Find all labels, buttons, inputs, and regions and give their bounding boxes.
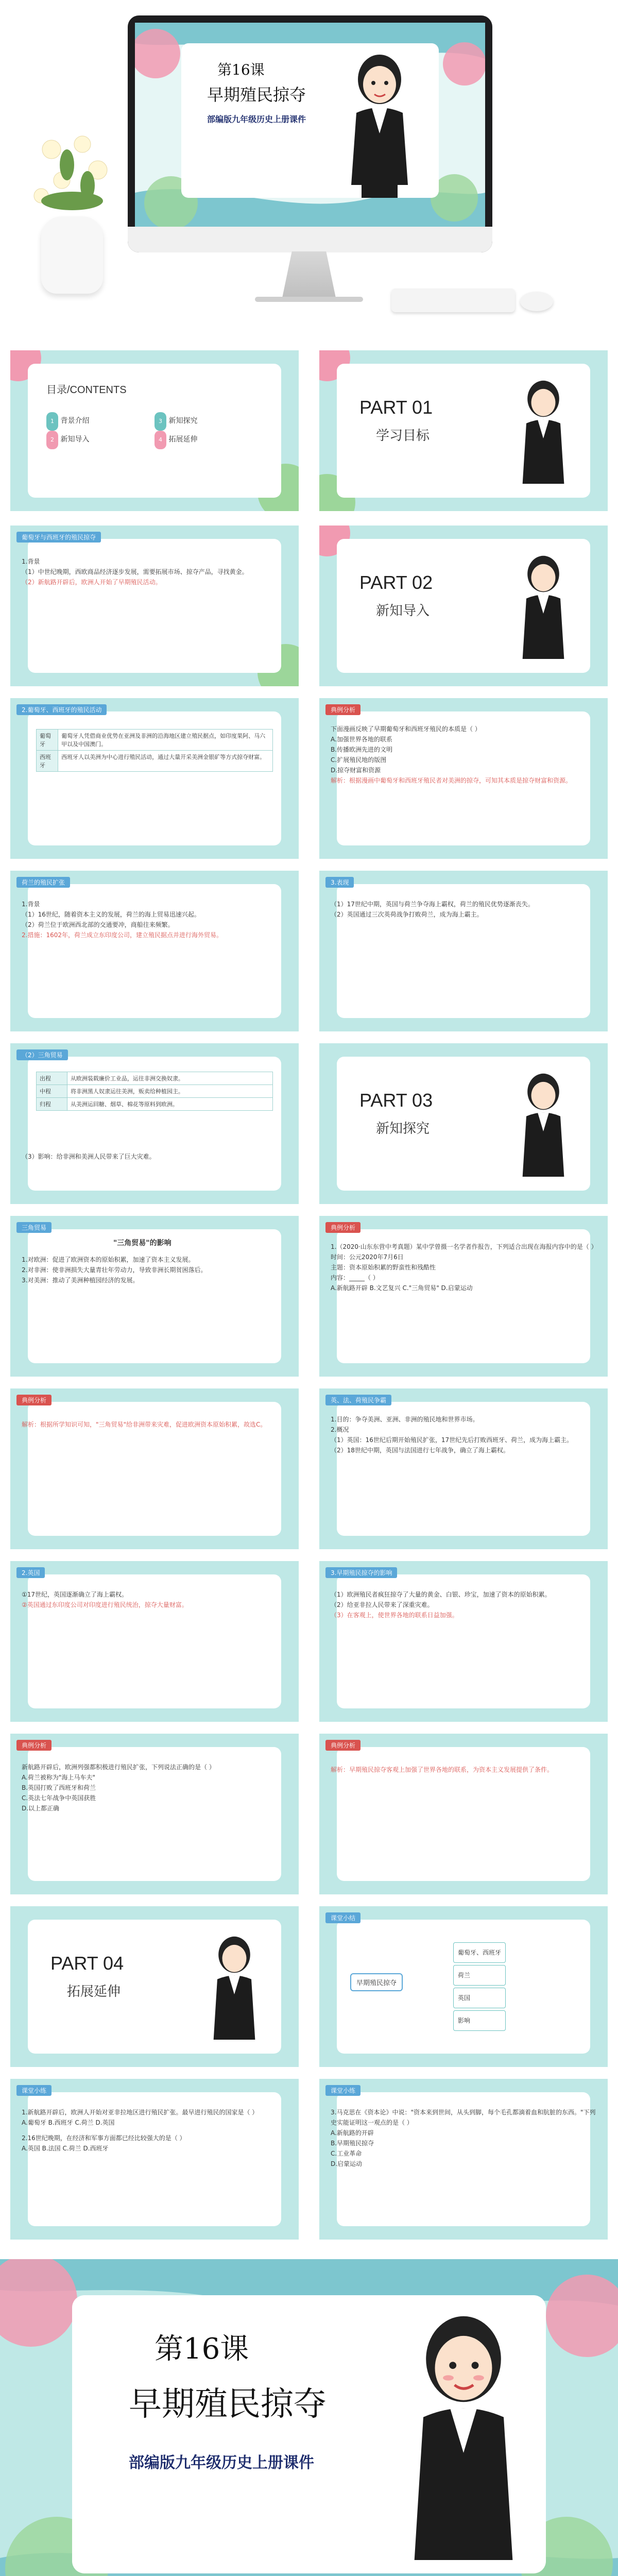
slide-part-03 [319, 1043, 608, 1204]
monitor-foot [255, 297, 363, 302]
mindmap-node: 英国 [453, 1988, 506, 2008]
toc-item[interactable]: 4 拓展延伸 [154, 431, 258, 449]
back-title: 早期殖民掠夺 [129, 2385, 327, 2424]
body-text: 1.背景 （1）中世纪晚期，西欧商品经济逐步发展，需要拓展市场、掠夺产品，寻找黄金。 （2）新航路开辟后，欧洲人开始了早期殖民活动。 [22, 558, 248, 586]
monitor [128, 15, 492, 252]
slide-header: 典例分析 [325, 704, 360, 715]
slide-header: 典例分析 [16, 1395, 52, 1405]
teacher-illustration [397, 2306, 530, 2573]
slide-header: 典例分析 [325, 1222, 360, 1233]
body-text: 1.背景 （1）16世纪，随着资本主义的发展，荷兰的海上贸易迅速兴起。 （2）荷兰位于欧洲西北部的交通要冲，商船往来频繁。 2.措施：1602年，荷兰成立东印度公司，建立殖民据点并进行海外贸易。 [22, 901, 222, 939]
mindmap-node: 荷兰 [453, 1965, 506, 1986]
back-lesson: 第16课 [154, 2332, 249, 2366]
body-text: ①17世纪，英国逐渐确立了海上霸权。 ②英国通过东印度公司对印度进行殖民统治，掠夺大量财富。 [22, 1591, 188, 1608]
part-title: 新知导入 [376, 603, 430, 619]
keyboard [391, 289, 515, 312]
mindmap-node: 葡萄牙、西班牙 [453, 1942, 506, 1963]
body-text: （1）欧洲殖民者疯狂掠夺了大量的黄金、白银、珍宝，加速了资本的原始积累。 （2）给亚非拉人民带来了深重灾难。 （3）在客观上，使世界各地的联系日益加强。 [331, 1591, 551, 1619]
mindmap-branches [453, 1942, 506, 2031]
cover-slide [135, 23, 485, 227]
slide-header: 课堂小练 [16, 2085, 52, 2096]
slide-dutch [10, 871, 299, 1031]
slide-header: 三角贸易 [16, 1222, 52, 1233]
note-text: （3）影响：给非洲和美洲人民带来了巨大灾难。 [22, 1153, 156, 1160]
mindmap-node: 影响 [453, 2010, 506, 2031]
part-number: PART 02 [359, 572, 433, 593]
slide-analysis-3 [10, 1388, 299, 1549]
toc-item[interactable]: 3 新知探究 [154, 412, 258, 431]
data-table: 出程 从欧洲装载廉价工业品，运往非洲交换奴隶。 中程 将非洲黑人奴隶运往美洲，贩卖给种植园主。 归程 从美洲运回糖、烟草、棉花等原料到欧洲。 [36, 1072, 273, 1111]
toc-list-2 [154, 412, 258, 449]
slide-header: 英、法、荷殖民争霸 [325, 1395, 391, 1405]
slide-header: 3.表现 [325, 877, 354, 888]
flower-pot-illustration [21, 124, 124, 227]
cover-lesson: 第16课 [217, 61, 265, 78]
vase [41, 216, 103, 294]
answer-text: 解析：根据所学知识可知，"三角贸易"给非洲带来灾难，促进欧洲资本原始积累，故选C。 [22, 1421, 267, 1428]
sub-title: "三角贸易"的影响 [113, 1239, 171, 1247]
back-subtitle: 部编版九年级历史上册课件 [129, 2454, 314, 2472]
mouse [520, 292, 553, 311]
slide-analysis-2 [319, 1216, 608, 1377]
slide-header: 荷兰的殖民扩张 [16, 877, 70, 888]
teacher-illustration [515, 549, 572, 667]
body-text: （1）17世纪中期，英国与荷兰争夺海上霸权，荷兰的殖民优势逐渐丧失。 （2）英国通过三次英荷战争打败荷兰，成为海上霸主。 [331, 901, 534, 918]
cover-subtitle: 部编版九年级历史上册课件 [207, 114, 306, 124]
slide-table-1 [10, 698, 299, 859]
teacher-illustration [341, 51, 418, 200]
toc-item[interactable]: 1 背景介绍 [46, 412, 242, 431]
part-number: PART 03 [359, 1090, 433, 1111]
slide-header: 2.葡萄牙、西班牙的殖民活动 [16, 704, 107, 715]
teacher-illustration [206, 1929, 263, 2048]
monitor-stand [282, 251, 336, 298]
slide-compare [319, 1388, 608, 1549]
hero-mockup [0, 0, 618, 340]
cover-bg [135, 23, 485, 227]
question-text: 1.（2020·山东东营中考真题）某中学曾摄一名学者作报告，下列适合出现在海报内容中的是（ ） 时间：公元2020年7月6日 主题：资本原始积累的野蛮性和残酷性 内容：_____（ ） A.新航路开辟 B.文艺复兴 C."三角贸易" D.启蒙运动 [331, 1243, 597, 1292]
quiz-text: 1.新航路开辟后，欧洲人开始对亚非拉地区进行殖民扩张。最早进行殖民的国家是（ ） A.葡萄牙 B.西班牙 C.荷兰 D.英国 2.16世纪晚期，在经济和军事方面都已经比较强大的是（ ） A.英国 B.法国 C.荷兰 D.西班牙 [22, 2109, 259, 2152]
teacher-illustration [515, 374, 572, 492]
slide-colonial [319, 1561, 608, 1722]
slide-header: 课堂小结 [325, 1912, 360, 1923]
monitor-chin [128, 227, 492, 252]
toc-heading: 目录/CONTENTS [46, 384, 127, 396]
slide-header: （2）三角贸易 [16, 1049, 68, 1060]
mindmap-center: 早期殖民掠夺 [350, 1973, 403, 1991]
quiz-text: 3.马克思在《资本论》中说："资本来到世间，从头到脚，每个毛孔都滴着血和肮脏的东西。"下列史实能证明这一观点的是（ ） A.新航路的开辟 B.早期殖民掠夺 C.工业革命 D.启蒙运动 [331, 2109, 596, 2167]
slide-back-cover [0, 2259, 618, 2576]
slide-part-04 [10, 1906, 299, 2067]
part-number: PART 04 [50, 1953, 124, 1974]
slide-part-01 [319, 350, 608, 511]
slide-analysis-5 [10, 1734, 299, 1894]
slide-header: 典例分析 [325, 1740, 360, 1751]
slide-process [10, 1561, 299, 1722]
answer-text: 解析：早期殖民掠夺客观上加强了世界各地的联系，为资本主义发展提供了条件。 [331, 1766, 554, 1773]
question-text: 下面漫画反映了早期葡萄牙和西班牙殖民的本质是（ ） A.加强世界各地的联系 B.传播欧洲先进的文明 C.扩展殖民地的版图 D.掠夺财富和资源 解析：根据漫画中葡萄牙和西班牙殖民者对美洲的掠夺，可知其本质是掠夺财富和资源。 [331, 725, 572, 784]
slide-toc [10, 350, 299, 511]
slide-quiz-1 [10, 2079, 299, 2240]
data-table: 葡萄牙 葡萄牙人凭借商业优势在亚洲及非洲的沿海地区建立殖民据点，如印度果阿、马六甲以及中国澳门。 西班牙 西班牙人以美洲为中心进行殖民活动，通过大量开采美洲金银矿等方式掠夺财富。 [36, 729, 273, 772]
slide-header: 3.早期殖民掠夺的影响 [325, 1567, 397, 1578]
slide-header: 典例分析 [16, 1740, 52, 1751]
part-title: 拓展延伸 [67, 1984, 121, 1999]
teacher-illustration [515, 1066, 572, 1185]
slide-summary [319, 1906, 608, 2067]
slide-header: 课堂小练 [325, 2085, 360, 2096]
slide-background [10, 526, 299, 686]
cover-title: 早期殖民掠夺 [207, 85, 306, 105]
slide-analysis-4 [319, 1734, 608, 1894]
slide-quiz-2 [319, 2079, 608, 2240]
slide-england [319, 871, 608, 1031]
slide-analysis-1 [319, 698, 608, 859]
part-number: PART 01 [359, 397, 433, 418]
slide-header: 葡萄牙与西班牙的殖民掠夺 [16, 532, 101, 543]
question-text: 新航路开辟后，欧洲列强都积极进行殖民扩张，下列说法正确的是（ ） A.荷兰被称为"海上马车夫" B.英国打败了西班牙和荷兰 C.英法七年战争中英国获胜 D.以上都正确 [22, 1764, 215, 1812]
part-title: 新知探究 [376, 1121, 430, 1137]
body-text: 1.目的：争夺美洲、亚洲、非洲的殖民地和世界市场。 2.概况 （1）英国：16世纪后期开始殖民扩张，17世纪先后打败西班牙、荷兰，成为海上霸主。 （2）18世纪中期，英国与法国进行七年战争，确立了海上霸权。 [331, 1416, 573, 1454]
slide-table-2 [10, 1043, 299, 1204]
slide-triangle [10, 1216, 299, 1377]
part-title: 学习目标 [376, 428, 430, 444]
toc-item[interactable]: 2 新知导入 [46, 431, 242, 449]
body-text: 1.对欧洲：促进了欧洲资本的原始积累，加速了资本主义发展。 2.对非洲：使非洲损失大量青壮年劳动力，导致非洲长期贫困落后。 3.对美洲：推动了美洲种植园经济的发展。 [22, 1256, 207, 1284]
slide-part-02 [319, 526, 608, 686]
slide-header: 2.英国 [16, 1567, 45, 1578]
